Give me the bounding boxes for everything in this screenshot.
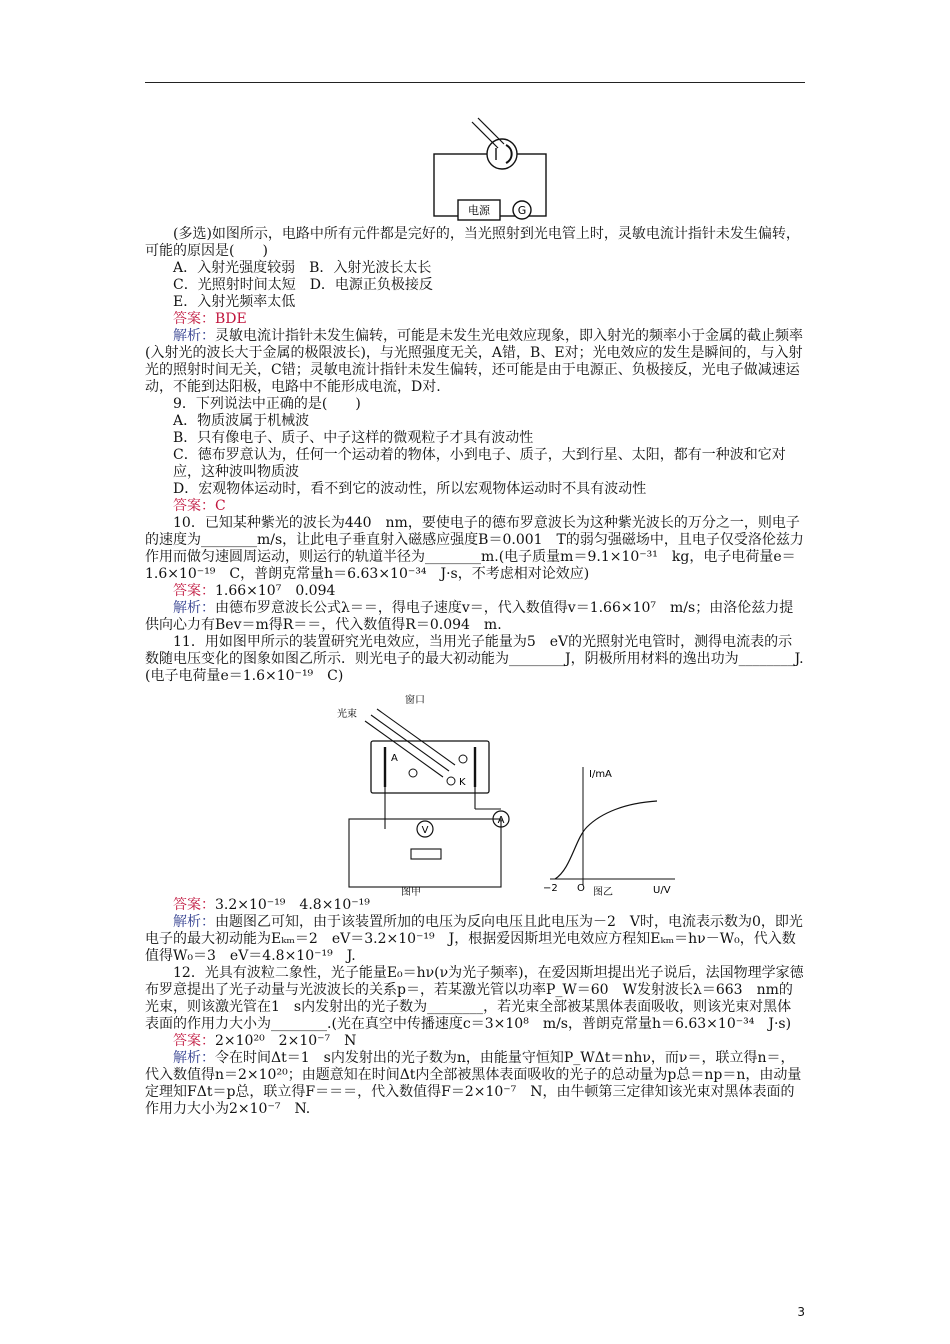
q10-explanation-para	[145, 600, 805, 634]
window-label: 窗口	[405, 695, 425, 706]
q12-stem: 12．光具有波粒二象性，光子能量E₀＝hν(ν为光子频率)，在爱因斯坦提出光子说后，法国物理学家德布罗意提出了光子动量与光波波长的关系p＝，若某激光管以功率P_W＝60 W发射波长λ＝663 nm的光束，则该激光管在1 s内发射出的光子数为________，若光束全部被某黑体表面吸收，则该光束对黑体表面的作用力大小为________.(光在真空中传播速度c＝3×10⁸ m/s，普朗克常量h＝6.63×10⁻³⁴ J·s)	[145, 965, 804, 1032]
q8-option: C．光照射时间太短 D．电源正负极接反	[173, 277, 433, 293]
q9-answer: C	[215, 498, 226, 514]
q8-option: A．入射光强度较弱 B．入射光波长太长	[173, 260, 432, 276]
explanation-label: 解析：	[173, 914, 215, 930]
q8-answer: BDE	[215, 311, 247, 327]
ammeter-label: A	[497, 815, 505, 826]
q8-explanation-para	[145, 328, 805, 396]
cathode-label: K	[459, 777, 466, 788]
q11-explanation: 由题图乙可知，由于该装置所加的电压为反向电压且此电压为－2 V时，电流表示数为0，即光电子的最大初动能为Eₖₘ＝2 eV＝3.2×10⁻¹⁹ J，根据爱因斯坦光电效应方程知Eₖₘ＝hν－W₀，代入数值得W₀＝3 eV＝4.8×10⁻¹⁹ J.	[145, 914, 803, 964]
q12-answer-line	[145, 1033, 805, 1050]
caption-b: 图乙	[593, 887, 613, 897]
q9-stem: 9．下列说法中正确的是( )	[173, 396, 361, 412]
q8-explanation: 灵敏电流计指针未发生偏转，可能是未发生光电效应现象，即入射光的频率小于金属的截止频率(入射光的波长大于金属的极限波长)，与光照强度无关，A错，B、E对；光电效应的发生是瞬间的，与入射光的照射时间无关，C错；灵敏电流计指针未发生偏转，还可能是由于电源正、负极接反，光电子做减速运动，不能到达阳极，电路中不能形成电流，D对.	[145, 328, 803, 395]
q8-option: E．入射光频率太低	[173, 294, 296, 310]
caption-a: 图甲	[401, 887, 421, 897]
q9-option: B．只有像电子、质子、中子这样的微观粒子才具有波动性	[173, 430, 534, 446]
q10-answer: 1.66×10⁷ 0.094	[215, 583, 336, 599]
q9-option: A．物质波属于机械波	[173, 413, 310, 429]
explanation-label: 解析：	[173, 600, 215, 616]
phototube-circuit-figure	[430, 96, 550, 226]
header-rule	[145, 82, 805, 83]
q12-explanation-para	[145, 1050, 805, 1118]
y-axis-label: I/mA	[589, 769, 612, 780]
galvanometer-label: G	[517, 204, 527, 217]
page-content	[145, 96, 805, 1118]
q8-stem: (多选)如图所示，电路中所有元件都是完好的，当光照射到光电管上时，灵敏电流计指针未发生偏转，可能的原因是( )	[145, 226, 800, 259]
page-number: 3	[797, 1305, 805, 1319]
q12-explanation: 令在时间Δt＝1 s内发射出的光子数为n，由能量守恒知P_WΔt＝nhν，而ν＝，联立得n＝，代入数值得n＝2×10²⁰；由题意知在时间Δt内全部被黑体表面吸收的光子的总动量为p总＝np＝n，由动量定理知FΔt＝p总，联立得F＝＝＝，代入数值得F＝2×10⁻⁷ N，由牛顿第三定律知该光束对黑体表面的作用力大小为2×10⁻⁷ N.	[145, 1050, 802, 1117]
q10-answer-line	[145, 583, 805, 600]
voltmeter-label: V	[421, 825, 429, 836]
tick-label: −2	[543, 883, 558, 894]
q9-option: D．宏观物体运动时，看不到它的波动性，所以宏观物体运动时不具有波动性	[173, 481, 647, 497]
answer-label: 答案：	[173, 897, 215, 913]
explanation-label: 解析：	[173, 1050, 215, 1066]
power-source-label: 电源	[468, 204, 490, 217]
origin-label: O	[577, 883, 585, 894]
q11-explanation-para	[145, 914, 805, 965]
photoelectric-apparatus-figure	[335, 689, 675, 897]
q12-answer: 2×10²⁰ 2×10⁻⁷ N	[215, 1033, 357, 1049]
x-axis-label: U/V	[653, 885, 671, 896]
answer-label: 答案：	[173, 311, 215, 327]
beam-label: 光束	[337, 709, 357, 720]
answer-label: 答案：	[173, 1033, 215, 1049]
q11-answer-line	[145, 897, 805, 914]
q8-answer-line	[145, 311, 805, 328]
q10-stem: 10．已知某种紫光的波长为440 nm，要使电子的德布罗意波长为这种紫光波长的万分之一，则电子的速度为________m/s，让此电子垂直射入磁感应强度B＝0.001 T的弱匀强磁场中，且电子仅受洛伦兹力作用而做匀速圆周运动，则运行的轨道半径为________m.(电子质量m＝9.1×10⁻³¹ kg，电子电荷量e＝1.6×10⁻¹⁹ C，普朗克常量h＝6.63×10⁻³⁴ J·s，不考虑相对论效应)	[145, 515, 804, 582]
explanation-label: 解析：	[173, 328, 215, 344]
q11-stem: 11．用如图甲所示的装置研究光电效应，当用光子能量为5 eV的光照射光电管时，测得电流表的示数随电压变化的图象如图乙所示．则光电子的最大初动能为________J，阴极所用材料的逸出功为________J.(电子电荷量e＝1.6×10⁻¹⁹ C)	[145, 634, 804, 684]
q11-answer: 3.2×10⁻¹⁹ 4.8×10⁻¹⁹	[215, 897, 370, 913]
answer-label: 答案：	[173, 498, 215, 514]
answer-label: 答案：	[173, 583, 215, 599]
anode-label: A	[391, 753, 398, 764]
q9-answer-line	[145, 498, 805, 515]
q9-option: C．德布罗意认为，任何一个运动着的物体，小到电子、质子，大到行星、太阳，都有一种波和它对应，这种波叫物质波	[173, 447, 786, 480]
q10-explanation: 由德布罗意波长公式λ＝＝，得电子速度v＝，代入数值得v＝1.66×10⁷ m/s；由洛伦兹力提供向心力有Bev＝m得R＝＝，代入数值得R＝0.094 m.	[145, 600, 794, 633]
